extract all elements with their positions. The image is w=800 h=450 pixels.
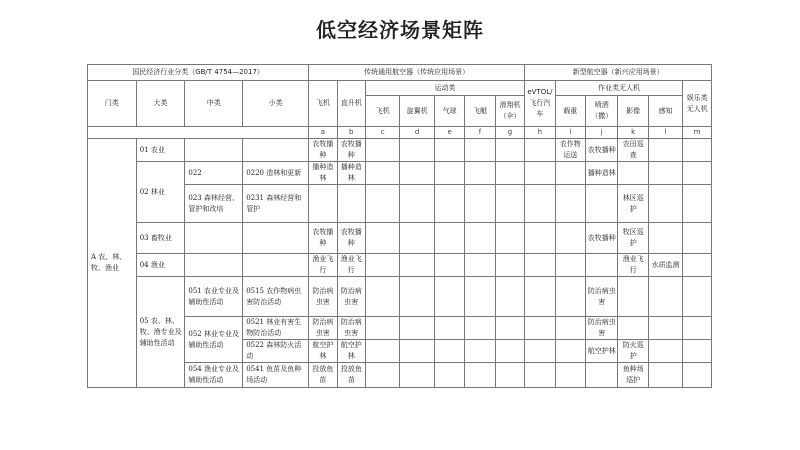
empty-cell <box>365 223 399 254</box>
minor-cell: 0231 森林经营和管护 <box>243 185 309 223</box>
scenario-cell: 航空护林 <box>586 340 618 363</box>
sports-header: 运动类 <box>365 81 524 96</box>
empty-cell <box>365 185 399 223</box>
empty-cell <box>525 363 555 388</box>
empty-cell <box>555 185 585 223</box>
mid-cell <box>185 139 243 162</box>
empty-cell <box>525 185 555 223</box>
scenario-cell: 防治病虫害 <box>309 277 337 317</box>
empty-cell <box>434 223 464 254</box>
major-cell: 05 农、林、牧、渔专业及辅助性活动 <box>136 277 185 388</box>
col-sport-plane-header: 飞机 <box>365 96 399 127</box>
empty-cell <box>465 254 495 277</box>
col-letter: k <box>618 127 648 139</box>
col-letter: j <box>586 127 618 139</box>
col-image-header: 影像 <box>618 96 648 127</box>
col-letter: m <box>683 127 712 139</box>
empty-cell <box>495 139 524 162</box>
col-sense-header: 感知 <box>648 96 682 127</box>
empty-cell <box>434 363 464 388</box>
empty-cell <box>683 185 712 223</box>
empty-cell <box>648 363 682 388</box>
empty-cell <box>400 139 434 162</box>
col-door-header: 门类 <box>88 81 137 127</box>
empty-cell <box>495 317 524 340</box>
col-balloon-header: 气球 <box>434 96 464 127</box>
scenario-cell: 防治病虫害 <box>337 317 365 340</box>
empty-cell <box>434 254 464 277</box>
classification-header: 国民经济行业分类（GB/T 4754—2017） <box>88 65 309 81</box>
col-letter: i <box>555 127 585 139</box>
minor-cell <box>243 223 309 254</box>
table-row <box>88 254 712 277</box>
empty-cell <box>465 317 495 340</box>
empty-cell <box>525 139 555 162</box>
empty-cell <box>400 363 434 388</box>
empty-cell <box>365 340 399 363</box>
empty-cell <box>648 139 682 162</box>
evtol-header: eVTOL/飞行汽车 <box>525 81 555 127</box>
minor-cell: 0521 林业有害生物防治活动 <box>243 317 309 340</box>
new-aircraft-header: 新型航空器（新兴应用场景） <box>525 65 712 81</box>
empty-cell <box>465 162 495 185</box>
empty-cell <box>365 162 399 185</box>
mid-cell: 023 森林经营、管护和改培 <box>185 185 243 223</box>
empty-cell <box>586 185 618 223</box>
col-spray-header: 喷洒（撒） <box>586 96 618 127</box>
empty-cell <box>465 277 495 317</box>
empty-cell <box>586 254 618 277</box>
empty-cell <box>683 340 712 363</box>
empty-cell <box>465 223 495 254</box>
mid-cell: 051 农业专业及辅助性活动 <box>185 277 243 317</box>
mid-cell: 022 <box>185 162 243 185</box>
scenario-matrix-table <box>87 64 712 388</box>
col-heli-header: 直升机 <box>337 81 365 127</box>
scenario-cell: 农牧播种 <box>337 139 365 162</box>
empty-cell <box>400 223 434 254</box>
scenario-cell: 播种造林 <box>337 162 365 185</box>
empty-cell <box>309 185 337 223</box>
empty-cell <box>683 363 712 388</box>
scenario-cell: 渔业飞行 <box>618 254 648 277</box>
empty-cell <box>525 223 555 254</box>
empty-cell <box>495 223 524 254</box>
empty-cell <box>495 254 524 277</box>
empty-cell <box>525 277 555 317</box>
leisure-uav-header: 娱乐类无人机 <box>683 81 712 127</box>
table-row <box>88 277 712 317</box>
empty-cell <box>555 254 585 277</box>
scenario-cell: 鱼种场巡护 <box>618 363 648 388</box>
col-letter: c <box>365 127 399 139</box>
scenario-cell: 播种造林 <box>586 162 618 185</box>
page-title: 低空经济场景矩阵 <box>316 18 484 42</box>
empty-cell <box>683 317 712 340</box>
empty-cell <box>648 277 682 317</box>
col-letter: g <box>495 127 524 139</box>
empty-cell <box>618 277 648 317</box>
col-gyro-header: 旋翼机 <box>400 96 434 127</box>
col-letter: f <box>465 127 495 139</box>
empty-cell <box>400 277 434 317</box>
empty-cell <box>434 185 464 223</box>
scenario-cell: 农田巡查 <box>618 139 648 162</box>
empty-cell <box>495 162 524 185</box>
work-uav-header: 作业类无人机 <box>555 81 683 96</box>
empty-cell <box>434 139 464 162</box>
empty-cell <box>365 139 399 162</box>
empty-cell <box>555 340 585 363</box>
col-minor-header: 小类 <box>243 81 309 127</box>
empty-cell <box>683 277 712 317</box>
scenario-cell: 防治病虫害 <box>337 277 365 317</box>
scenario-cell: 农牧播种 <box>586 223 618 254</box>
table-row <box>88 162 712 185</box>
scenario-cell: 水质监测 <box>648 254 682 277</box>
scenario-cell: 防治病虫害 <box>586 277 618 317</box>
empty-cell <box>683 162 712 185</box>
empty-cell <box>648 340 682 363</box>
scenario-cell: 牧区巡护 <box>618 223 648 254</box>
minor-cell: 0220 造林和更新 <box>243 162 309 185</box>
minor-cell: 0522 森林防火活动 <box>243 340 309 363</box>
minor-cell <box>243 139 309 162</box>
mid-cell: 052 林业专业及辅助性活动 <box>185 317 243 363</box>
col-plane-header: 飞机 <box>309 81 337 127</box>
table-row <box>88 223 712 254</box>
empty-cell <box>434 317 464 340</box>
col-mid-header: 中类 <box>185 81 243 127</box>
empty-cell <box>555 223 585 254</box>
col-major-header: 大类 <box>136 81 185 127</box>
empty-cell <box>525 162 555 185</box>
major-cell: 04 渔业 <box>136 254 185 277</box>
col-letter: h <box>525 127 555 139</box>
empty-cell <box>555 363 585 388</box>
scenario-cell: 农作物运送 <box>555 139 585 162</box>
empty-cell <box>648 162 682 185</box>
empty-cell <box>400 340 434 363</box>
scenario-cell: 航空护林 <box>337 340 365 363</box>
empty-cell <box>400 185 434 223</box>
empty-cell <box>434 340 464 363</box>
scenario-cell: 防火巡护 <box>618 340 648 363</box>
empty-cell <box>365 254 399 277</box>
empty-cell <box>683 139 712 162</box>
scenario-cell: 渔业飞行 <box>309 254 337 277</box>
empty-cell <box>465 139 495 162</box>
scenario-cell: 渔业飞行 <box>337 254 365 277</box>
col-letter: a <box>309 127 337 139</box>
traditional-aircraft-header: 传统通用航空器（传统应用场景） <box>309 65 525 81</box>
empty-cell <box>365 317 399 340</box>
empty-cell <box>648 317 682 340</box>
empty-cell <box>434 162 464 185</box>
scenario-cell: 农牧播种 <box>309 223 337 254</box>
empty-cell <box>400 254 434 277</box>
empty-cell <box>465 185 495 223</box>
minor-cell: 0541 鱼苗及鱼种场活动 <box>243 363 309 388</box>
major-cell: 03 畜牧业 <box>136 223 185 254</box>
scenario-cell: 农牧播种 <box>586 139 618 162</box>
empty-cell <box>365 277 399 317</box>
empty-cell <box>465 340 495 363</box>
door-a-cell: A 农、林、牧、渔业 <box>88 139 137 388</box>
col-letter: b <box>337 127 365 139</box>
empty-cell <box>495 363 524 388</box>
col-airship-header: 飞艇 <box>465 96 495 127</box>
major-cell: 01 农业 <box>136 139 185 162</box>
empty-cell <box>337 185 365 223</box>
mid-cell: 054 渔业专业及辅助性活动 <box>185 363 243 388</box>
scenario-cell: 农牧播种 <box>337 223 365 254</box>
empty-cell <box>648 185 682 223</box>
empty-cell <box>586 363 618 388</box>
empty-cell <box>555 162 585 185</box>
empty-cell <box>683 223 712 254</box>
scenario-cell: 防治病虫害 <box>586 317 618 340</box>
col-letter: e <box>434 127 464 139</box>
mid-cell <box>185 223 243 254</box>
empty-cell <box>683 254 712 277</box>
letter-row-blank <box>88 127 309 139</box>
empty-cell <box>465 363 495 388</box>
mid-cell <box>185 254 243 277</box>
col-glider-header: 滑翔机（伞） <box>495 96 524 127</box>
empty-cell <box>365 363 399 388</box>
scenario-cell: 林区巡护 <box>618 185 648 223</box>
col-letter: d <box>400 127 434 139</box>
empty-cell <box>525 254 555 277</box>
minor-cell: 0515 农作物病虫害防治活动 <box>243 277 309 317</box>
scenario-cell: 农牧播种 <box>309 139 337 162</box>
empty-cell <box>400 162 434 185</box>
empty-cell <box>525 317 555 340</box>
minor-cell <box>243 254 309 277</box>
empty-cell <box>495 340 524 363</box>
empty-cell <box>555 277 585 317</box>
empty-cell <box>648 223 682 254</box>
empty-cell <box>618 317 648 340</box>
empty-cell <box>495 277 524 317</box>
empty-cell <box>618 162 648 185</box>
scenario-cell: 防治病虫害 <box>309 317 337 340</box>
col-cargo-header: 载重 <box>555 96 585 127</box>
scenario-cell: 航空护林 <box>309 340 337 363</box>
scenario-cell: 投放鱼苗 <box>337 363 365 388</box>
empty-cell <box>525 340 555 363</box>
table-row <box>88 139 712 162</box>
empty-cell <box>495 185 524 223</box>
scenario-cell: 播种造林 <box>309 162 337 185</box>
scenario-cell: 投放鱼苗 <box>309 363 337 388</box>
empty-cell <box>434 277 464 317</box>
col-letter: l <box>648 127 682 139</box>
major-cell: 02 林业 <box>136 162 185 223</box>
empty-cell <box>555 317 585 340</box>
empty-cell <box>400 317 434 340</box>
